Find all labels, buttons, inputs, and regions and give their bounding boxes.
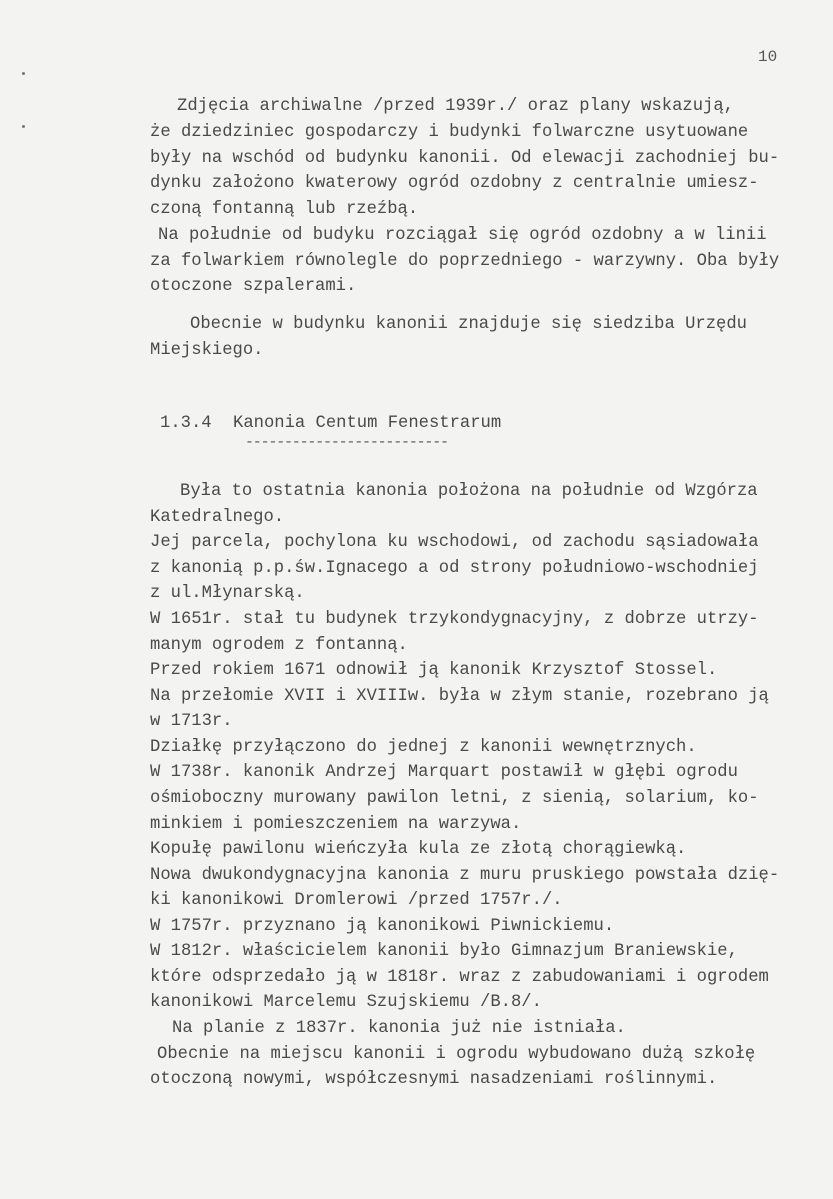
text-line: Katedralnego.: [150, 508, 285, 527]
text-line: z kanonią p.p.św.Ignacego a od strony południowo-wschodniej: [150, 559, 759, 578]
text-line: w 1713r.: [150, 712, 233, 731]
text-line: W 1757r. przyznano ją kanonikowi Piwnickiemu.: [150, 917, 615, 936]
text-line: Nowa dwukondygnacyjna kanonia z muru pruskiego powstała dzię-: [150, 866, 780, 885]
text-line: Obecnie w budynku kanonii znajduje się siedziba Urzędu: [190, 315, 747, 334]
heading-title: Kanonia Centum Fenestrarum: [233, 414, 502, 433]
text-line: Obecnie na miejscu kanonii i ogrodu wybudowano dużą szkołę: [157, 1045, 756, 1064]
text-line: kanonikowi Marcelemu Szujskiemu /B.8/.: [150, 993, 542, 1012]
text-line: otoczoną nowymi, współczesnymi nasadzeniami roślinnymi.: [150, 1070, 718, 1089]
text-line: dynku założono kwaterowy ogród ozdobny z centralnie umiesz-: [150, 174, 759, 193]
text-line: za folwarkiem równolegle do poprzedniego - warzywny. Oba były: [150, 252, 780, 271]
text-line: czoną fontanną lub rzeźbą.: [150, 200, 419, 219]
text-line: Na planie z 1837r. kanonia już nie istniała.: [172, 1019, 626, 1038]
page-number: 10: [758, 48, 778, 66]
text-line: Na południe od budyku rozciągał się ogród ozdobny a w linii: [158, 226, 767, 245]
text-line: Jej parcela, pochylona ku wschodowi, od zachodu sąsiadowała: [150, 533, 759, 552]
text-line: były na wschód od budynku kanonii. Od elewacji zachodniej bu-: [150, 149, 780, 168]
text-line: ośmioboczny murowany pawilon letni, z sienią, solarium, ko-: [150, 789, 759, 808]
text-line: minkiem i pomieszczeniem na warzywa.: [150, 815, 522, 834]
text-line: W 1812r. właścicielem kanonii było Gimnazjum Braniewskie,: [150, 942, 738, 961]
margin-dot: [22, 125, 25, 128]
text-line: Była to ostatnia kanonia położona na południe od Wzgórza: [180, 482, 758, 501]
text-line: otoczone szpalerami.: [150, 277, 357, 296]
text-line: Na przełomie XVII i XVIIIw. była w złym stanie, rozebrano ją: [150, 687, 769, 706]
text-line: Przed rokiem 1671 odnowił ją kanonik Krzysztof Stossel.: [150, 661, 718, 680]
text-line: z ul.Młynarską.: [150, 584, 305, 603]
text-line: Zdjęcia archiwalne /przed 1939r./ oraz plany wskazują,: [177, 97, 734, 116]
text-line: Działkę przyłączono do jednej z kanonii wewnętrznych.: [150, 738, 697, 757]
text-line: że dziedziniec gospodarczy i budynki folwarczne usytuowane: [150, 123, 749, 142]
text-line: W 1651r. stał tu budynek trzykondygnacyjny, z dobrze utrzy-: [150, 610, 759, 629]
heading-number: 1.3.4: [160, 414, 212, 433]
text-line: ki kanonikowi Dromlerowi /przed 1757r./.: [150, 891, 563, 910]
margin-dot: [22, 72, 25, 75]
text-line: Kopułę pawilonu wieńczyła kula ze złotą chorągiewką.: [150, 840, 687, 859]
text-line: które odsprzedało ją w 1818r. wraz z zabudowaniami i ogrodem: [150, 968, 769, 987]
text-line: manym ogrodem z fontanną.: [150, 636, 408, 655]
text-line: Miejskiego.: [150, 341, 264, 360]
text-line: W 1738r. kanonik Andrzej Marquart postawił w głębi ogrodu: [150, 763, 738, 782]
heading-underline: --------------------------: [245, 434, 448, 451]
